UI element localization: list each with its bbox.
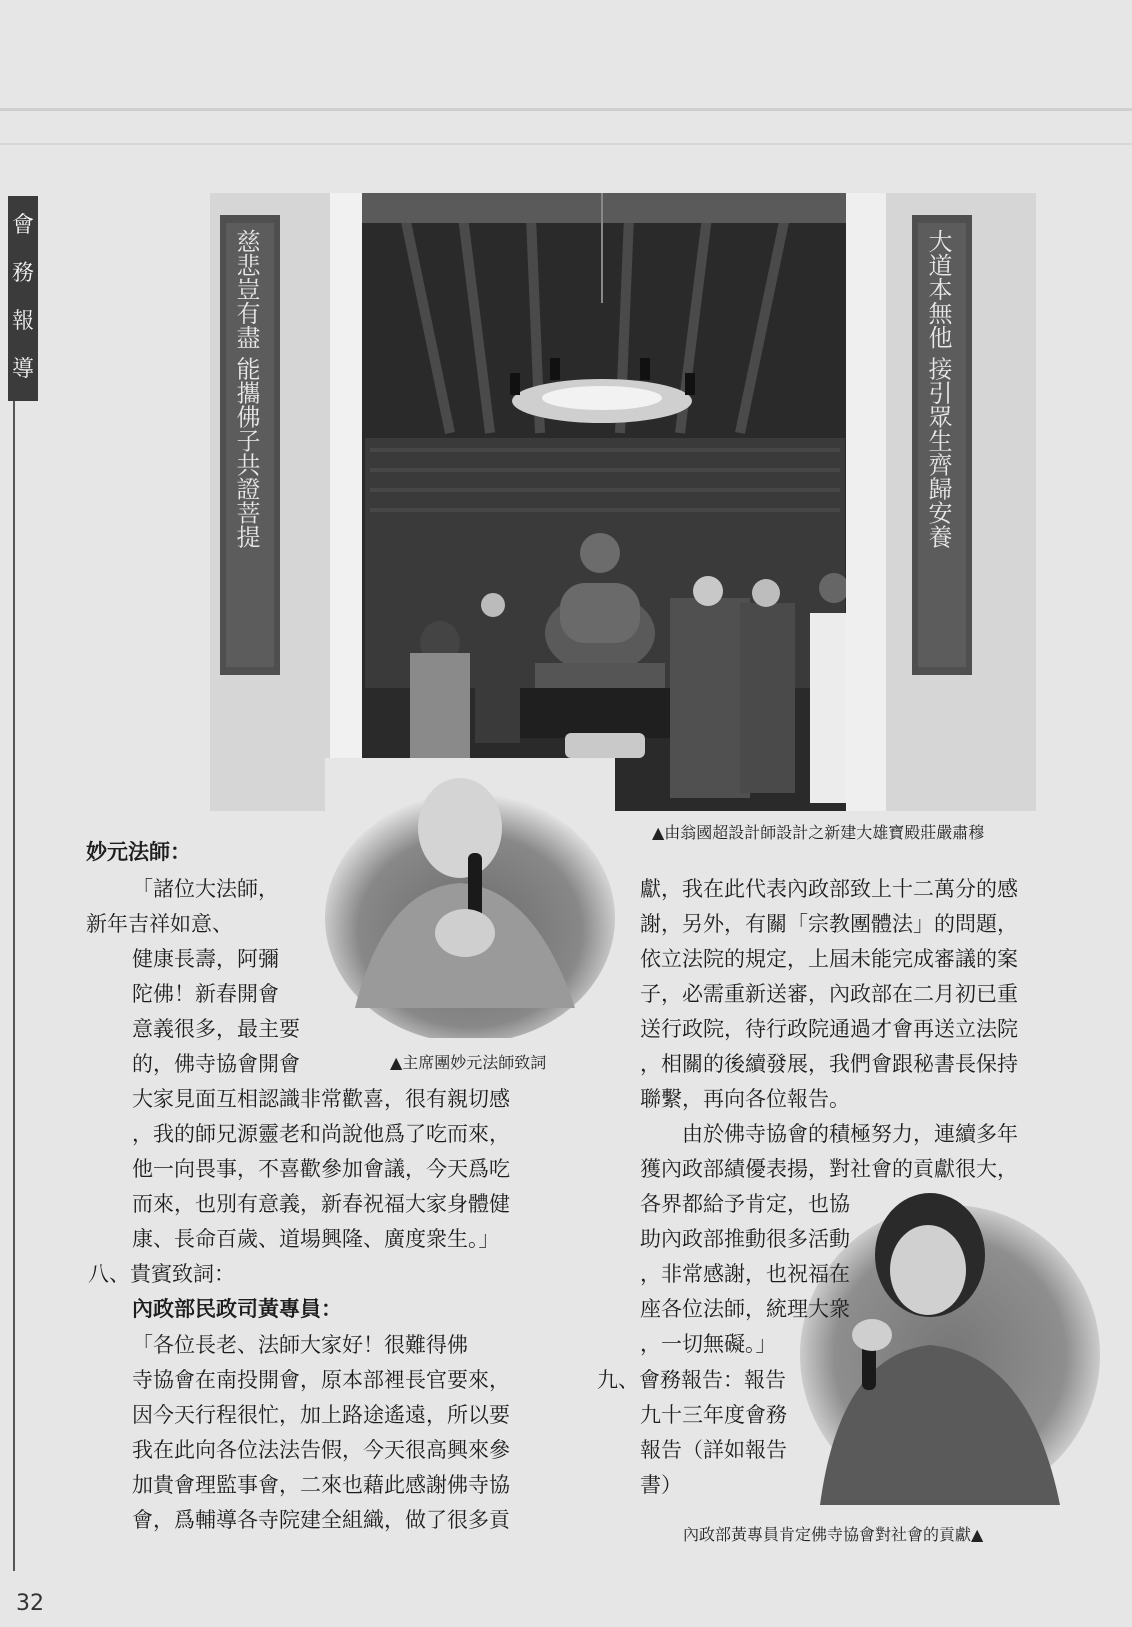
page-number: 32 (16, 1591, 44, 1616)
item9-line: 書） (640, 1473, 682, 1497)
margin-rule (13, 401, 15, 1571)
speaker1-line: 而來，也別有意義，新春祝福大家身體健 (132, 1192, 510, 1216)
item8-left-line: 我在此向各位法法告假，今天很高興來參 (132, 1438, 510, 1462)
item8-right-line: 獲內政部績優表揚，對社會的貢獻很大， (640, 1157, 1018, 1181)
item8-speaker: 內政部民政司黃專員： (132, 1297, 342, 1321)
speaker1-line: 陀佛！新春開會 (132, 982, 279, 1006)
speaker1-line: 大家見面互相認識非常歡喜，很有親切感 (132, 1087, 510, 1111)
item8-left-line: 加貴會理監事會，二來也藉此感謝佛寺協 (132, 1473, 510, 1497)
item8-right-line: 依立法院的規定，上屆未能完成審議的案 (640, 947, 1018, 971)
item8-right-line: 送行政院，待行政院通過才會再送立法院 (640, 1017, 1018, 1041)
item8-right-line: 助內政部推動很多活動 (640, 1227, 850, 1251)
speaker1-line: 的，佛寺協會開會 (132, 1052, 300, 1076)
left-scroll-text: 慈悲豈有盡 能攜佛子共證菩提 (232, 229, 260, 549)
main-hall-photo (210, 193, 1036, 811)
section-tab (8, 196, 38, 401)
speaker1-line: 「諸位大法師， (132, 877, 279, 901)
item8-left-line: 寺協會在南投開會，原本部裡長官要來， (132, 1368, 510, 1392)
section-tab-char: 會 (11, 213, 34, 238)
monk-photo-caption: ▲主席團妙元法師致詞 (390, 1053, 547, 1072)
header-rule (0, 108, 1132, 111)
item8-right-line: 聯繫，再向各位報告。 (640, 1087, 850, 1111)
right-scroll-text: 大道本無他 接引眾生齊歸安養 (924, 229, 952, 549)
item8-title: 八、貴賓致詞： (88, 1262, 235, 1286)
item8-right-line: 各界都給予肯定，也協 (640, 1192, 850, 1216)
monk-photo (325, 758, 615, 1038)
speaker1-line: ，我的師兄源靈老和尚說他爲了吃而來， (132, 1122, 510, 1146)
item8-left-line: 「各位長老、法師大家好！很難得佛 (132, 1333, 468, 1357)
official-photo-caption: 內政部黃專員肯定佛寺協會對社會的貢獻▲ (683, 1525, 984, 1544)
section-tab-char: 導 (11, 357, 34, 382)
item9-line: 九十三年度會務 (640, 1403, 787, 1427)
speaker1-line: 健康長壽，阿彌 (132, 947, 279, 971)
main-photo-caption: ▲由翁國超設計師設計之新建大雄寶殿莊嚴肅穆 (652, 823, 985, 842)
item8-right-line: 獻，我在此代表內政部致上十二萬分的感 (640, 877, 1018, 901)
item8-left-line: 會，爲輔導各寺院建全組織，做了很多貢 (132, 1508, 510, 1532)
item8-right-line: 謝，另外，有關「宗教團體法」的問題， (640, 912, 1018, 936)
item8-right-line: 子，必需重新送審，內政部在二月初已重 (640, 982, 1018, 1006)
item9-line: 九、會務報告：報告 (597, 1368, 786, 1392)
speaker1-name: 妙元法師： (86, 840, 191, 864)
header-rule-secondary (0, 143, 1132, 145)
speaker1-line: 意義很多，最主要 (132, 1017, 300, 1041)
speaker1-line: 新年吉祥如意、 (86, 912, 233, 936)
item8-right-line: ，相關的後續發展，我們會跟秘書長保持 (640, 1052, 1018, 1076)
item8-left-line: 因今天行程很忙，加上路途遙遠，所以要 (132, 1403, 510, 1427)
item9-line: 報告（詳如報告 (640, 1438, 787, 1462)
item8-right-line: 座各位法師，統理大衆 (640, 1297, 850, 1321)
speaker1-line: 康、長命百歲、道場興隆、廣度衆生。」 (132, 1227, 500, 1251)
speaker1-line: 他一向畏事，不喜歡參加會議，今天爲吃 (132, 1157, 510, 1181)
item8-right-line: ，非常感謝，也祝福在 (640, 1262, 850, 1286)
item8-right-line: 由於佛寺協會的積極努力，連續多年 (640, 1122, 1018, 1146)
section-tab-char: 報 (11, 309, 34, 334)
item8-right-line: ，一切無礙。」 (640, 1332, 777, 1356)
section-tab-char: 務 (11, 261, 34, 286)
